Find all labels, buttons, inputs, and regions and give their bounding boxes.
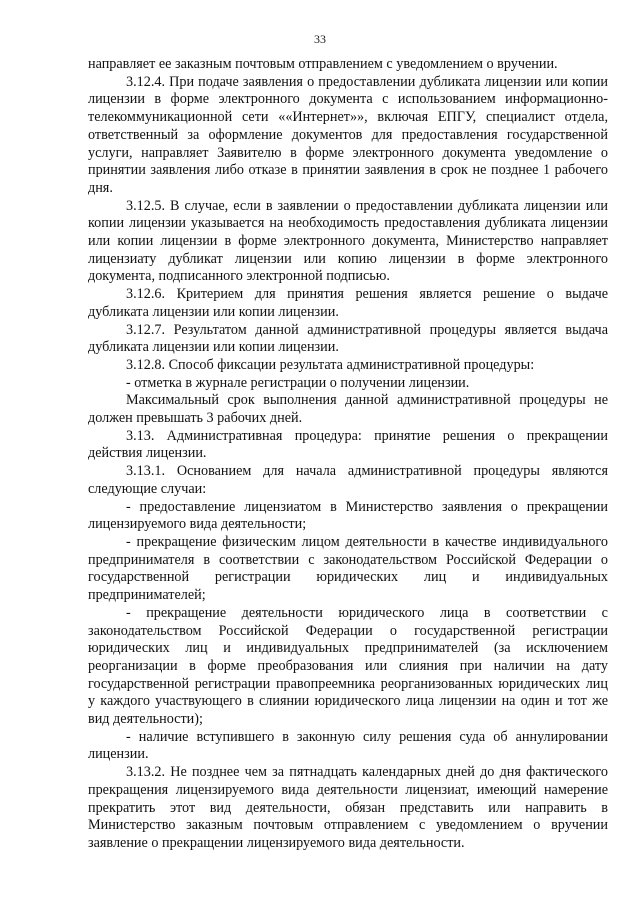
paragraph: - прекращение физическим лицом деятельности в качестве индивидуального предпринимателя в соответствии с законодательством Российской Федерации о государственной регистрации юридических лиц и индивидуальных предпринимателей; [88,533,608,604]
paragraph: 3.12.6. Критерием для принятия решения является решение о выдаче дубликата лицензии или копии лицензии. [88,286,608,320]
paragraph: 3.12.4. При подаче заявления о предоставлении дубликата лицензии или копии лицензии в форме электронного документа с использованием информационно-телекоммуникационной сети ««Интернет»», включая ЕПГУ, специалист отдела, ответственный за оформление документов для предоставления государственной услуги, направляет Заявителю в форме электронного документа уведомление о принятии заявления либо отказе в принятии заявления в срок не позднее 1 рабочего дня. [88,73,608,196]
paragraph: - предоставление лицензиатом в Министерство заявления о прекращении лицензируемого вида деятельности; [88,498,608,533]
paragraph: - прекращение деятельности юридического лица в соответствии с законодательством Российской Федерации о государственной регистрации юридических лиц и индивидуальных предпринимателей (за исключением реорганизации в форме преобразования или слияния при наличии на дату государственной регистрации правопреемника реорганизованных юридических лиц у каждого участвующего в слиянии юридического лица лицензии на один и тот же вид деятельности); [88,604,608,728]
paragraph: Максимальный срок выполнения данной административной процедуры не должен превышать 3 рабочих дней. [88,392,608,427]
document-body [88,56,608,853]
paragraph: 3.13. Административная процедура: принятие решения о прекращении действия лицензии. [88,427,608,462]
paragraph: 3.12.7. Результатом данной административной процедуры является выдача дубликата лицензии или копии лицензии. [88,321,608,356]
page-number: 33 [314,32,326,46]
paragraph: 3.12.5. В случае, если в заявлении о предоставлении дубликата лицензии или копии лицензии указывается на необходимость предоставления дубликата лицензии или копии лицензии в форме электронного документа, Министерство направляет лицензиату дубликат лицензии или копию лицензии в форме электронного документа, подписанного электронной подписью. [88,197,608,285]
paragraph: - отметка в журнале регистрации о получении лицензии. [126,374,470,391]
paragraph: 3.12.8. Способ фиксации результата административной процедуры: [126,356,535,373]
paragraph: направляет ее заказным почтовым отправлением с уведомлением о вручении. [88,56,558,72]
paragraph: 3.13.1. Основанием для начала административной процедуры являются следующие случаи: [88,463,608,497]
paragraph: 3.13.2. Не позднее чем за пятнадцать календарных дней до дня фактического прекращения лицензируемого вида деятельности лицензиат, имеющий намерение прекратить этот вид деятельности, обязан представить или направить в Министерство заказным почтовым отправлением с уведомлением о вручении заявление о прекращении лицензируемого вида деятельности. [88,764,608,851]
paragraph: - наличие вступившего в законную силу решения суда об аннулировании лицензии. [88,728,608,763]
